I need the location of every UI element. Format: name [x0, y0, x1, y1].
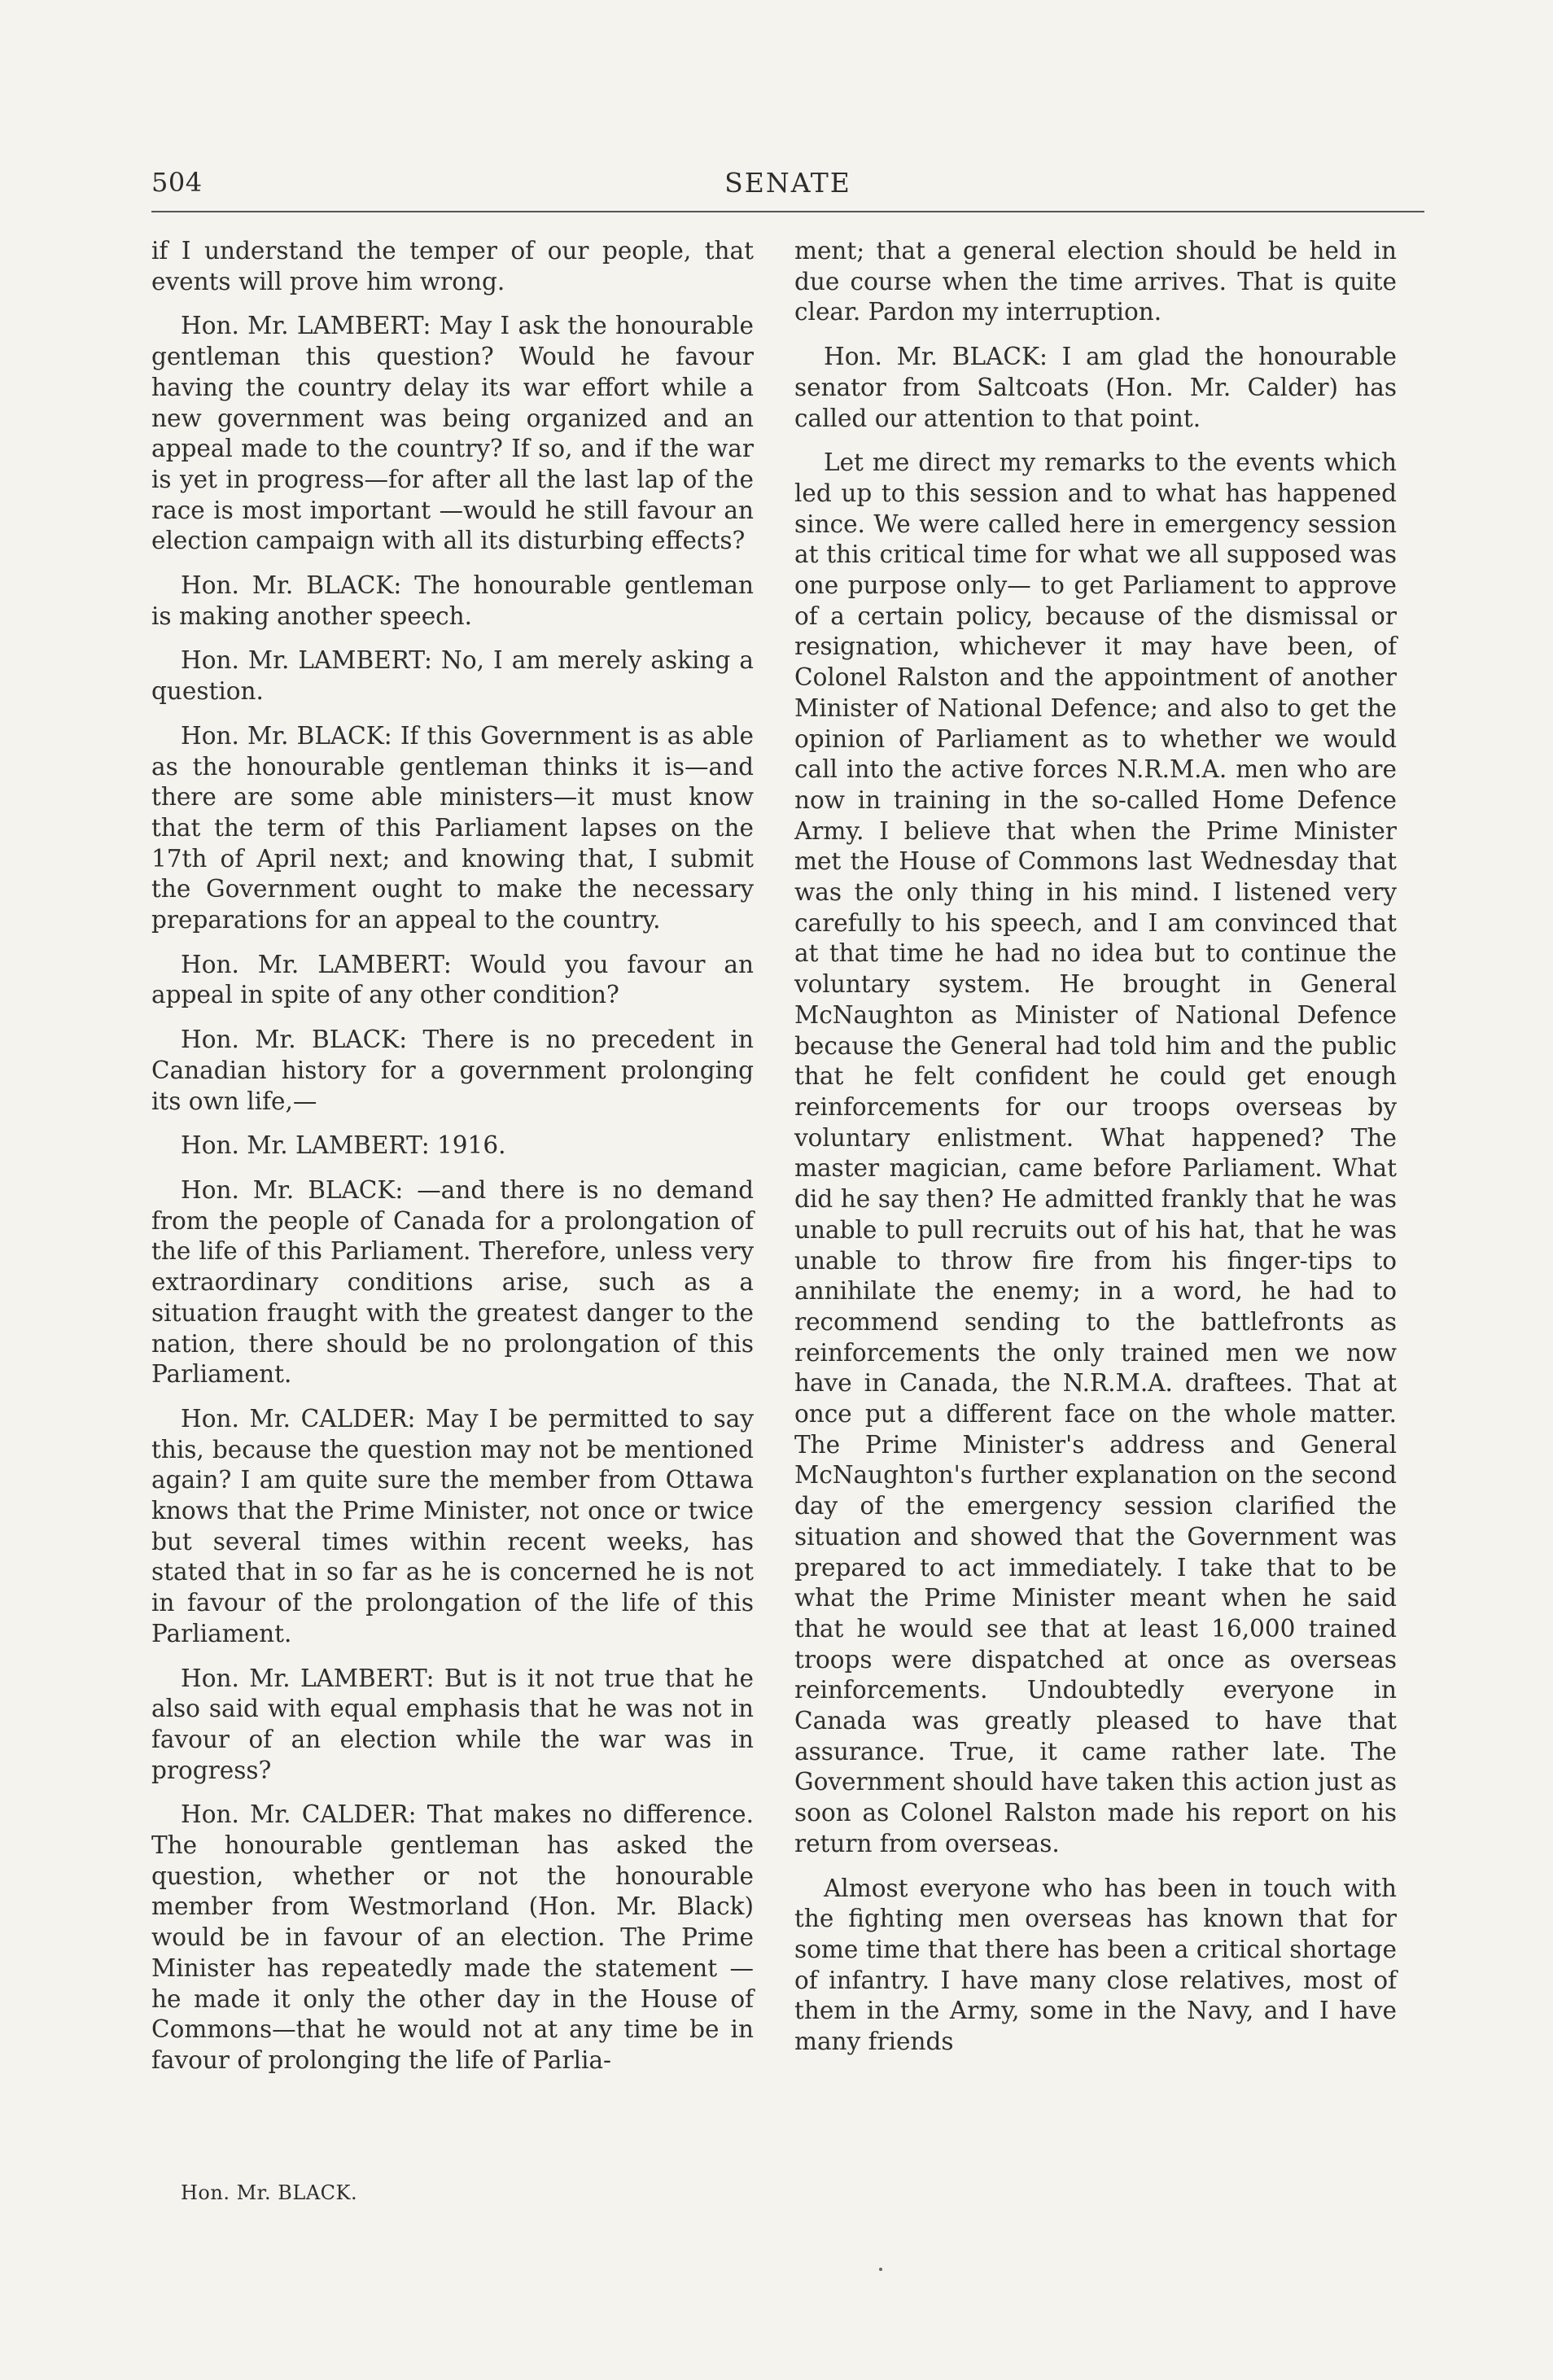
footer-speaker-note: Hon. Mr. BLACK. — [181, 2181, 358, 2204]
paragraph: Hon. Mr. LAMBERT: May I ask the honourable gentleman this question? Would he favour having the country delay its war effort while a new government was being organized and an appeal made to the country? If so, and if the war is yet in progress—for after all the last lap of the race is most important —would he still favour an election campaign with all its disturbing effects? — [151, 312, 754, 555]
paragraph: Hon. Mr. BLACK: If this Government is as able as the honourable gentleman thinks it is—and there are some able ministers—it must know that the term of this Parliament lapses on the 17th of April next; and knowing that, I submit the Government ought to make the necessary preparations for an appeal to the country. — [151, 721, 754, 934]
paragraph: Hon. Mr. BLACK: —and there is no demand from the people of Canada for a prolongation of the life of this Parliament. Therefore, unless very extraordinary conditions arise, such as a situation fraught with the greatest danger to the nation, there should be no prolongation of this Parliament. — [151, 1175, 754, 1389]
right-column — [794, 236, 1397, 2072]
paragraph: Hon. Mr. CALDER: That makes no difference. The honourable gentleman has asked the question, whether or not the honourable member from Westmorland (Hon. Mr. Black) would be in favour of an election. The Prime Minister has repeatedly made the statement —he made it only the other day in the House of Commons—that he would not at any time be in favour of prolonging the life of Parlia- — [151, 1800, 754, 2074]
page-title: SENATE — [724, 167, 851, 199]
paragraph: Hon. Mr. BLACK: There is no precedent in Canadian history for a government prolonging its own life,— — [151, 1026, 754, 1115]
page-number: 504 — [151, 167, 203, 198]
paragraph: Hon. Mr. CALDER: May I be permitted to say this, because the question may not be mentioned again? I am quite sure the member from Ottawa knows that the Prime Minister, not once or twice but several times within recent weeks, has stated that in so far as he is concerned he is not in favour of the prolongation of the life of this Parliament. — [151, 1404, 754, 1647]
paragraph: if I understand the temper of our people, that events will prove him wrong. — [151, 237, 754, 295]
paper-speck — [879, 2268, 882, 2271]
running-header — [151, 167, 1424, 212]
paragraph: Hon. Mr. LAMBERT: Would you favour an appeal in spite of any other condition? — [151, 950, 754, 1009]
paragraph: Hon. Mr. BLACK: I am glad the honourable senator from Saltcoats (Hon. Mr. Calder) has called our attention to that point. — [794, 343, 1397, 432]
paragraph: Hon. Mr. LAMBERT: 1916. — [181, 1131, 506, 1160]
left-column — [151, 236, 754, 2090]
paragraph: Hon. Mr. LAMBERT: No, I am merely asking a question. — [151, 646, 754, 706]
paragraph: Hon. Mr. LAMBERT: But is it not true that he also said with equal emphasis that he was not in favour of an election while the war was in progress? — [151, 1664, 754, 1784]
paragraph: Hon. Mr. BLACK: The honourable gentleman is making another speech. — [151, 571, 754, 630]
paragraph: Let me direct my remarks to the events which led up to this session and to what has happened since. We were called here in emergency session at this critical time for what we all supposed was one purpose only— to get Parliament to approve of a certain policy, because of the dismissal or resignation, whichever it may have been, of Colonel Ralston and the appointment of another Minister of National Defence; and also to get the opinion of Parliament as to whether we would call into the active forces N.R.M.A. men who are now in training in the so-called Home Defence Army. I believe that when the Prime Minister met the House of Commons last Wednesday that was the only thing in his mind. I listened very carefully to his speech, and I am convinced that at that time he had no idea but to continue the voluntary system. He brought in General McNaughton as Minister of National Defence because the General had told him and the public that he felt confident he could get enough reinforcements for our troops overseas by voluntary enlistment. What happened? The master magician, came before Parliament. What did he say then? He admitted frankly that he was unable to pull recruits out of his hat, that he was unable to throw fire from his finger-tips to annihilate the enemy; in a word, he had to recommend sending to the battlefronts as reinforcements the only trained men we now have in Canada, the N.R.M.A. draftees. That at once put a different face on the whole matter. The Prime Minister's address and General McNaughton's further explanation on the second day of the emergency session clarified the situation and showed that the Government was prepared to act immediately. I take that to be what the Prime Minister meant when he said that he would see that at least 16,000 trained troops were dispatched at once as overseas reinforcements. Undoubtedly everyone in Canada was greatly pleased to have that assurance. True, it came rather late. The Government should have taken this action just as soon as Colonel Ralston made his report on his return from overseas. — [794, 448, 1397, 1857]
paragraph: ment; that a general election should be held in due course when the time arrives. That is quite clear. Pardon my interruption. — [794, 237, 1397, 326]
paragraph: Almost everyone who has been in touch with the fighting men overseas has known that for some time that there has been a critical shortage of infantry. I have many close relatives, most of them in the Army, some in the Navy, and I have many friends — [794, 1874, 1397, 2056]
